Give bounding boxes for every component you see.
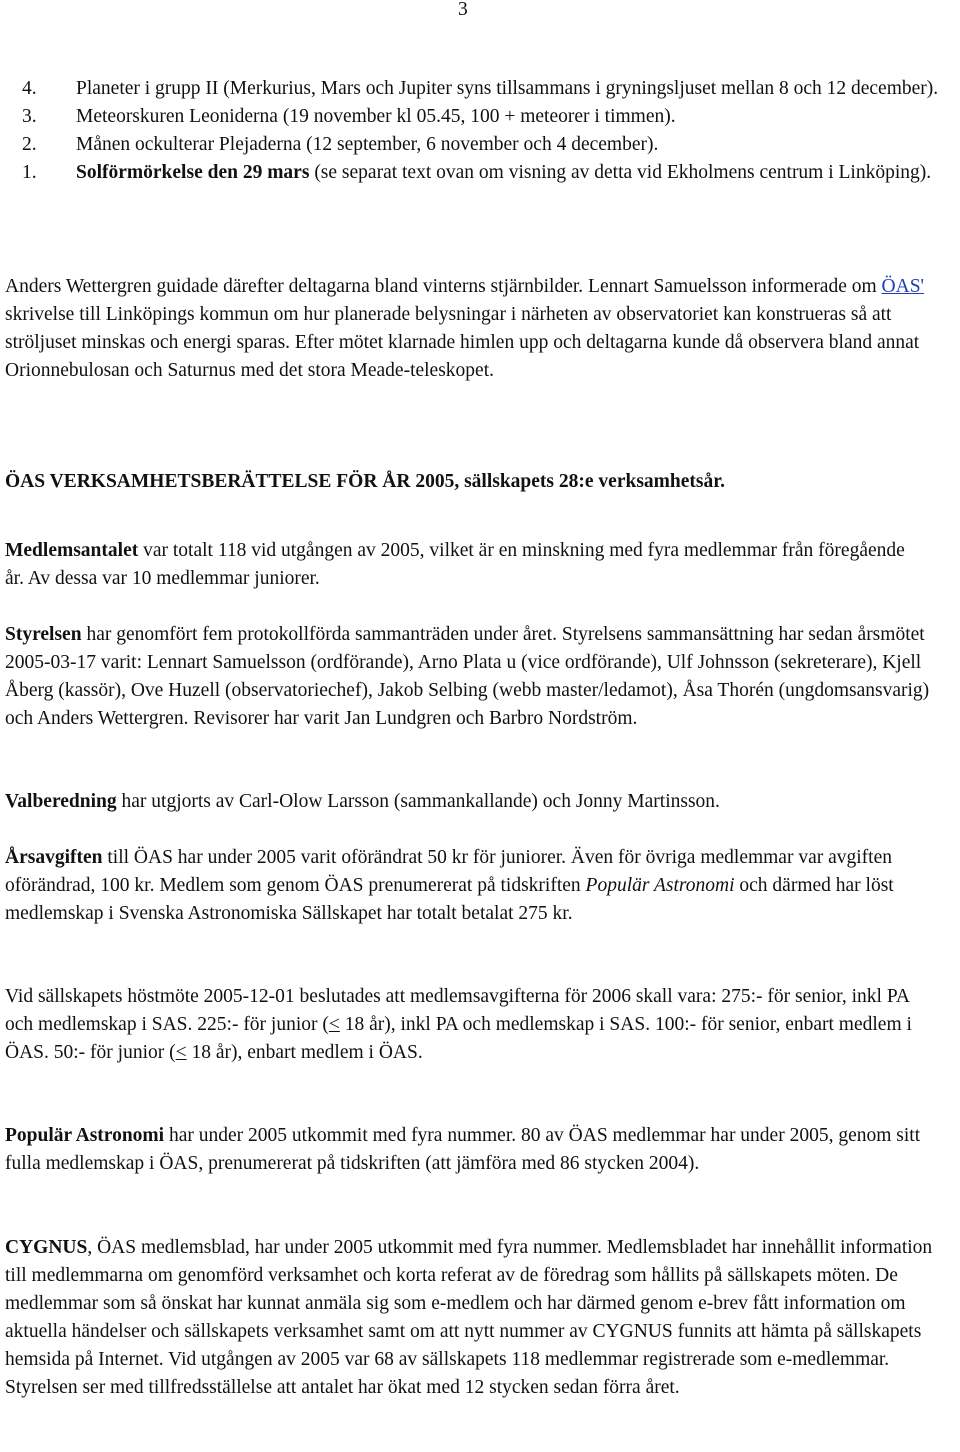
underlined-symbol: < [175, 1042, 187, 1063]
paragraph-text: skrivelse till Linköpings kommun om hur planerade belysningar i närheten av observatoriet kan konstrueras så att ströljuset minskas och energi sparas. Efter mötet klarnade himlen upp och deltagarna kunde då observera bland annat Orionnebulosan och Saturnus med det stora Meade-teleskopet. [5, 304, 920, 381]
paragraph-text: har under 2005 utkommit med fyra nummer. 80 av ÖAS medlemmar har under 2005, genom sitt fulla medlemskap i ÖAS, prenumererat på tidskriften (att jämföra med 86 stycken 2004). [5, 1125, 921, 1174]
underlined-symbol: < [328, 1014, 340, 1035]
paragraph-arsavgiften [5, 844, 925, 928]
section-heading: ÖAS VERKSAMHETSBERÄTTELSE FÖR ÅR 2005, sällskapets 28:e verksamhetsår. [5, 471, 725, 492]
paragraph-text: har utgjorts av Carl-Olow Larsson (sammankallande) och Jonny Martinsson. [116, 791, 720, 812]
paragraph-cygnus [5, 1234, 935, 1402]
paragraph-bold: CYGNUS [5, 1237, 88, 1258]
page-number: 3 [458, 0, 468, 20]
list-body: Planeter i grupp II (Merkurius, Mars och Jupiter syns tillsammans i gryningsljuset mellan 8 och 12 december). [76, 78, 939, 99]
list-bold: Solförmörkelse den 29 mars [76, 162, 310, 183]
list-body: Månen ockulterar Plejaderna (12 september, 6 november och 4 december). [76, 134, 659, 155]
list-number: 3. [22, 106, 37, 127]
list-number: 4. [22, 78, 37, 99]
paragraph-text: 18 år), inkl PA och medlemskap i SAS. 100:- för senior, enbart medlem i ÖAS. 50:- för junior ( [5, 1014, 912, 1063]
list-item [22, 131, 942, 159]
paragraph-bold: Populär Astronomi [5, 1125, 165, 1146]
journal-title: Populär Astronomi [585, 875, 735, 896]
paragraph-text: var totalt 118 vid utgången av 2005, vilket är en minskning med fyra medlemmar från föregående år. Av dessa var 10 medlemmar juniorer. [5, 540, 905, 589]
paragraph-popular-astronomi [5, 1122, 930, 1178]
list-number: 1. [22, 162, 37, 183]
list-text [76, 131, 942, 159]
list-text [76, 75, 942, 103]
list-item [22, 159, 942, 187]
event-list [22, 75, 942, 187]
paragraph-bold: Styrelsen [5, 624, 82, 645]
paragraph-text: Anders Wettergren guidade därefter deltagarna bland vinterns stjärnbilder. Lennart Samuelsson informerade om [5, 276, 882, 297]
paragraph-text: Vid sällskapets höstmöte 2005-12-01 beslutades att medlemsavgifterna för 2006 skall vara: 275:- för senior, inkl PA och medlemskap i SAS. 225:- för junior ( [5, 986, 909, 1035]
list-item [22, 103, 942, 131]
paragraph-bold: Medlemsantalet [5, 540, 139, 561]
paragraph-bold: Valberedning [5, 791, 117, 812]
paragraph-guide [5, 273, 955, 385]
paragraph-valberedning [5, 788, 955, 816]
list-text [76, 103, 942, 131]
paragraph-text: till ÖAS har under 2005 varit oförändrat 50 kr för juniorer. Även för övriga medlemmar var avgiften oförändrad, 100 kr. Medlem som genom ÖAS prenumererat på tidskriften [5, 847, 892, 896]
paragraph-text: 18 år), enbart medlem i ÖAS. [186, 1042, 423, 1063]
paragraph-medlemsantalet [5, 537, 920, 593]
paragraph-text: , ÖAS medlemsblad, har under 2005 utkommit med fyra nummer. Medlemsbladet har innehållit information till medlemmarna om genomförd verksamhet och korta referat av de föredrag som hållits på sällskapets möten. De medlemmar som så önskat har kunnat anmäla sig som e-medlem och har därmed genom e-brev fått information om aktuella händelser och sällskapets verksamhet samt om att nytt nummer av CYGNUS funnits att hämta på sällskapets hemsida på Internet. Vid utgången av 2005 var 68 av sällskapets 118 medlemmar registrerade som e-medlemmar. Styrelsen ser med tillfredsställelse att antalet har ökat med 12 stycken sedan förra året. [5, 1237, 933, 1398]
paragraph-text: har genomfört fem protokollförda sammanträden under året. Styrelsens sammansättning har sedan årsmötet 2005-03-17 varit: Lennart Samuelsson (ordförande), Arno Plata u (vice ordförande), Ulf Johnsson (sekreterare), Kjell Åberg (kassör), Ove Huzell (observatoriechef), Jakob Selbing (webb master/ledamot), Åsa Thorén (ungdomsansvarig) och Anders Wettergren. Revisorer har varit Jan Lundgren och Barbro Nordström. [5, 624, 930, 729]
paragraph-hostmote [5, 983, 920, 1067]
list-number: 2. [22, 134, 37, 155]
oas-link[interactable]: ÖAS' [881, 276, 925, 297]
list-body: Meteorskuren Leoniderna (19 november kl 05.45, 100 + meteorer i timmen). [76, 106, 676, 127]
list-item [22, 75, 942, 103]
list-text [76, 159, 942, 187]
paragraph-styrelsen [5, 621, 955, 733]
paragraph-bold: Årsavgiften [5, 847, 103, 868]
paragraph-text: och därmed har löst medlemskap i Svenska Astronomiska Sällskapet har totalt betalat 275 kr. [5, 875, 894, 924]
list-body: (se separat text ovan om visning av detta vid Ekholmens centrum i Linköping). [309, 162, 932, 183]
